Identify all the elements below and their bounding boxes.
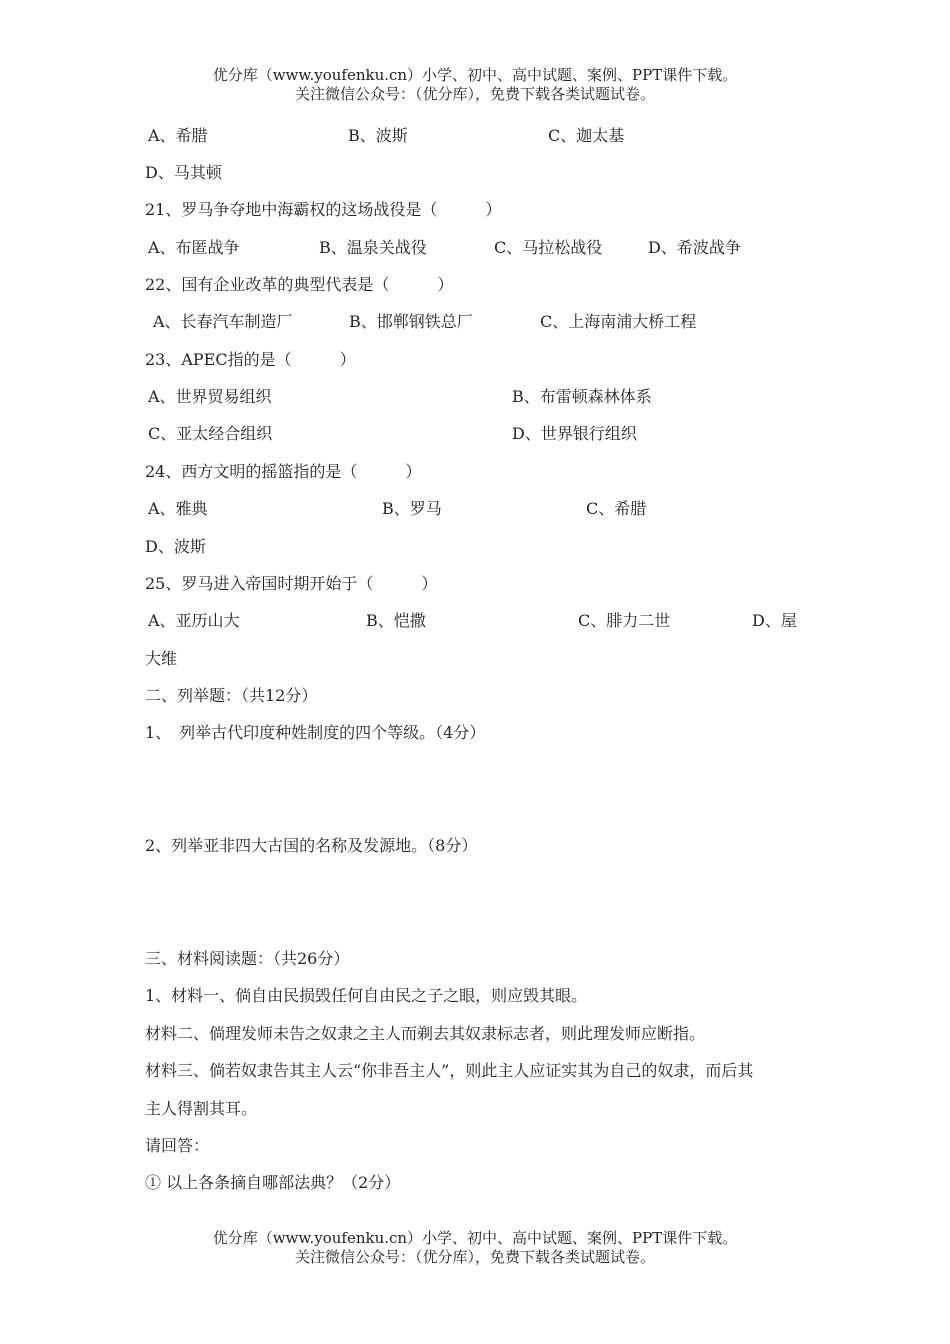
q21-option-d: D、希波战争	[648, 238, 741, 257]
page-header-line1: 优分库（www.youfenku.cn）小学、初中、高中试题、案例、PPT课件下载。	[212, 66, 738, 84]
q21-option-a: A、布匿战争	[148, 238, 240, 257]
q25-stem: 25、罗马进入帝国时期开始于（ ）	[145, 574, 438, 593]
q21-option-b: B、温泉关战役	[319, 238, 427, 257]
q21-option-c: C、马拉松战役	[494, 238, 603, 257]
q25-option-b: B、恺撒	[366, 611, 426, 630]
page-footer-line2: 关注微信公众号：（优分库），免费下载各类试题试卷。	[294, 1248, 655, 1266]
q20-option-c: C、迦太基	[548, 126, 625, 145]
q24-option-c: C、希腊	[586, 499, 647, 518]
q20-option-a: A、希腊	[148, 126, 208, 145]
section2-question1: 1、 列举古代印度种姓制度的四个等级。（4分）	[145, 723, 486, 742]
section3-material3-line2: 主人得割其耳。	[145, 1099, 258, 1118]
q22-option-a: A、长春汽车制造厂	[153, 312, 293, 331]
page-footer-line1: 优分库（www.youfenku.cn）小学、初中、高中试题、案例、PPT课件下载。	[212, 1229, 738, 1247]
q20-option-d: D、马其顿	[145, 163, 222, 182]
q25-option-d: D、屋	[752, 611, 797, 630]
section3-material2: 材料二、倘理发师未告之奴隶之主人而剃去其奴隶标志者，则此理发师应断指。	[145, 1024, 706, 1043]
q22-option-c: C、上海南浦大桥工程	[540, 312, 697, 331]
q23-stem: 23、APEC指的是（ ）	[145, 350, 356, 369]
q20-option-b: B、波斯	[348, 126, 408, 145]
page-header-line2: 关注微信公众号：（优分库），免费下载各类试题试卷。	[294, 85, 655, 103]
section2-question2: 2、列举亚非四大古国的名称及发源地。（8分）	[145, 836, 478, 855]
q24-option-d: D、波斯	[145, 537, 206, 556]
q21-stem: 21、罗马争夺地中海霸权的这场战役是（ ）	[145, 200, 502, 219]
section3-subquestion1: ① 以上各条摘自哪部法典？（2分）	[145, 1173, 401, 1192]
q25-option-d-wrap: 大维	[145, 649, 178, 668]
q23-option-d: D、世界银行组织	[512, 424, 637, 443]
q25-option-a: A、亚历山大	[148, 611, 240, 630]
section3-material1: 1、材料一、倘自由民损毁任何自由民之子之眼，则应毁其眼。	[145, 986, 588, 1005]
q24-stem: 24、西方文明的摇篮指的是（ ）	[145, 462, 422, 481]
section3-prompt: 请回答：	[145, 1136, 210, 1155]
q22-option-b: B、邯郸钢铁总厂	[349, 312, 473, 331]
q23-option-b: B、布雷顿森林体系	[512, 387, 652, 406]
section3-material3-line1: 材料三、倘若奴隶告其主人云“你非吾主人”，则此主人应证实其为自己的奴隶，而后其	[145, 1061, 754, 1080]
q24-option-b: B、罗马	[382, 499, 442, 518]
q22-stem: 22、国有企业改革的典型代表是（ ）	[145, 275, 454, 294]
q23-option-c: C、亚太经合组织	[148, 424, 273, 443]
q24-option-a: A、雅典	[148, 499, 208, 518]
q25-option-c: C、腓力二世	[578, 611, 671, 630]
section2-title: 二、列举题：（共12分）	[145, 686, 318, 705]
q23-option-a: A、世界贸易组织	[148, 387, 272, 406]
section3-title: 三、材料阅读题：（共26分）	[145, 949, 350, 968]
